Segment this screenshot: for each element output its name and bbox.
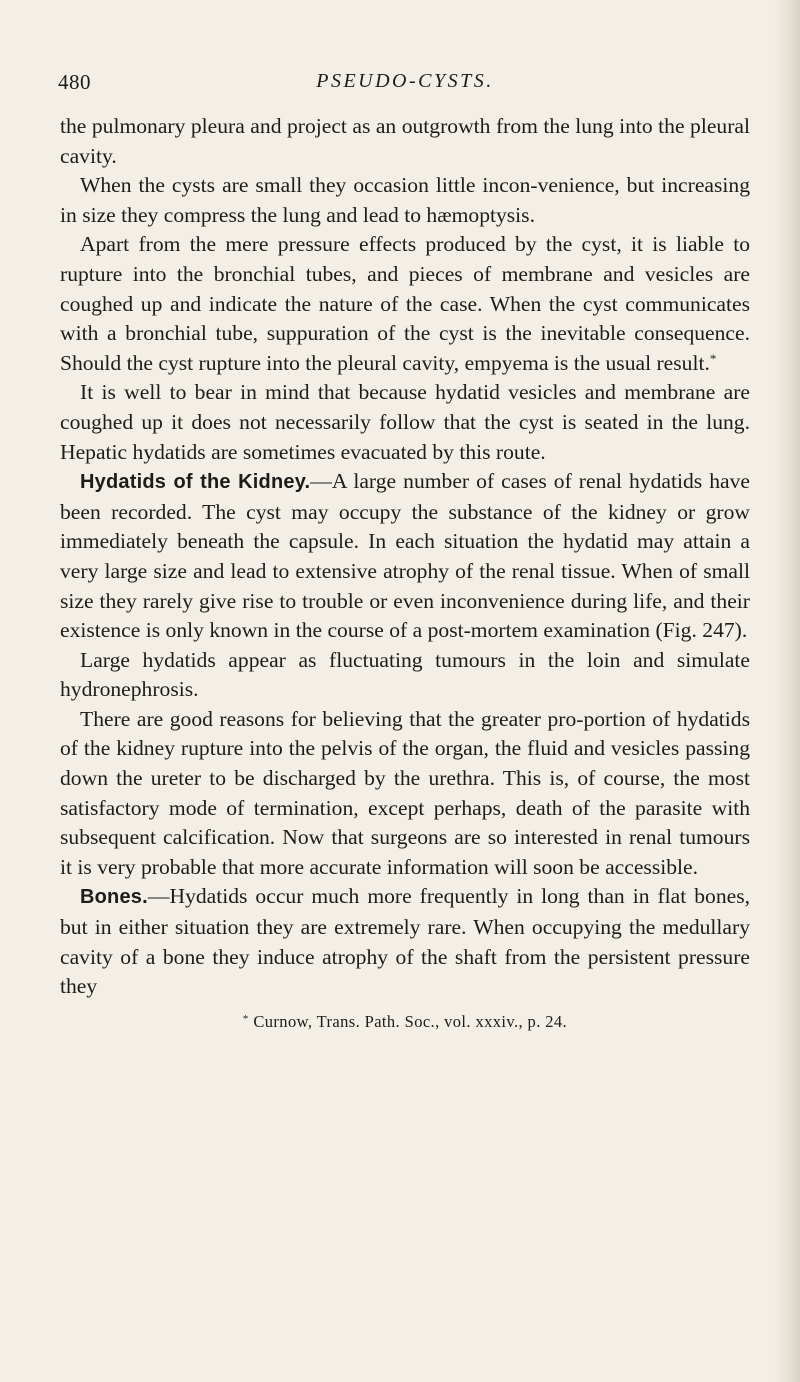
- page-number: 480: [58, 70, 91, 94]
- paragraph-kidney-hydatids: Hydatids of the Kidney.—A large number of cases of renal hydatids have been recorded. The cyst may occupy the substance of the kidney or grow immediately beneath the capsule. In each situation the hydatid may attain a very large size and lead to extensive atrophy of the renal tissue. When of small size they rarely give rise to trouble or even inconvenience during life, and their existence is only known in the course of a post-mortem examination (Fig. 247).: [60, 469, 750, 643]
- footnote-reference[interactable]: *: [709, 350, 717, 366]
- paragraph-rupture-pelvis: There are good reasons for believing that the greater pro-portion of hydatids of the kidney rupture into the pelvis of the organ, the fluid and vesicles passing down the ureter to be discharged by the urethra. This is, of course, the most satisfactory mode of termination, except perhaps, death of the parasite with subsequent calcification. Now that surgeons are so interested in renal tumours it is very probable that more accurate information will soon be accessible.: [60, 706, 750, 879]
- section-heading-bones: Bones.: [80, 886, 148, 909]
- paragraph-small-cysts: When the cysts are small they occasion little incon-venience, but increasing in size they compress the lung and lead to hæmoptysis.: [60, 173, 750, 227]
- body-text: [60, 112, 750, 1002]
- paragraph-bones: Bones.—Hydatids occur much more frequently in long than in flat bones, but in either situation they are extremely rare. When occupying the medullary cavity of a bone they induce atrophy of the shaft from the persistent pressure they: [60, 884, 750, 999]
- footnote: [60, 1012, 750, 1032]
- footnote-marker: *: [242, 1012, 249, 1025]
- section-heading-kidney: Hydatids of the Kidney.: [80, 471, 311, 494]
- paragraph-large-hydatids: Large hydatids appear as fluctuating tumours in the loin and simulate hydronephrosis.: [60, 647, 750, 702]
- footnote-text: Curnow, Trans. Path. Soc., vol. xxxiv., p. 24.: [253, 1011, 568, 1031]
- book-page: [60, 70, 750, 1032]
- running-header: [60, 70, 750, 106]
- page-edge-shadow: [774, 0, 800, 1382]
- paragraph-coughed-vesicles: It is well to bear in mind that because hydatid vesicles and membrane are coughed up it does not necessarily follow that the cyst is seated in the lung. Hepatic hydatids are sometimes evacuated by this route.: [60, 380, 750, 464]
- running-title: PSEUDO-CYSTS.: [316, 70, 494, 92]
- paragraph-pleura-continuation: the pulmonary pleura and project as an outgrowth from the lung into the pleural cavity.: [60, 114, 750, 168]
- paragraph-rupture-effects: Apart from the mere pressure effects produced by the cyst, it is liable to rupture into the bronchial tubes, and pieces of membrane and vesicles are coughed up and indicate the nature of the case. When the cyst communicates with a bronchial tube, suppuration of the cyst is the inevitable consequence. Should the cyst rupture into the pleural cavity, empyema is the usual result.*: [60, 232, 750, 375]
